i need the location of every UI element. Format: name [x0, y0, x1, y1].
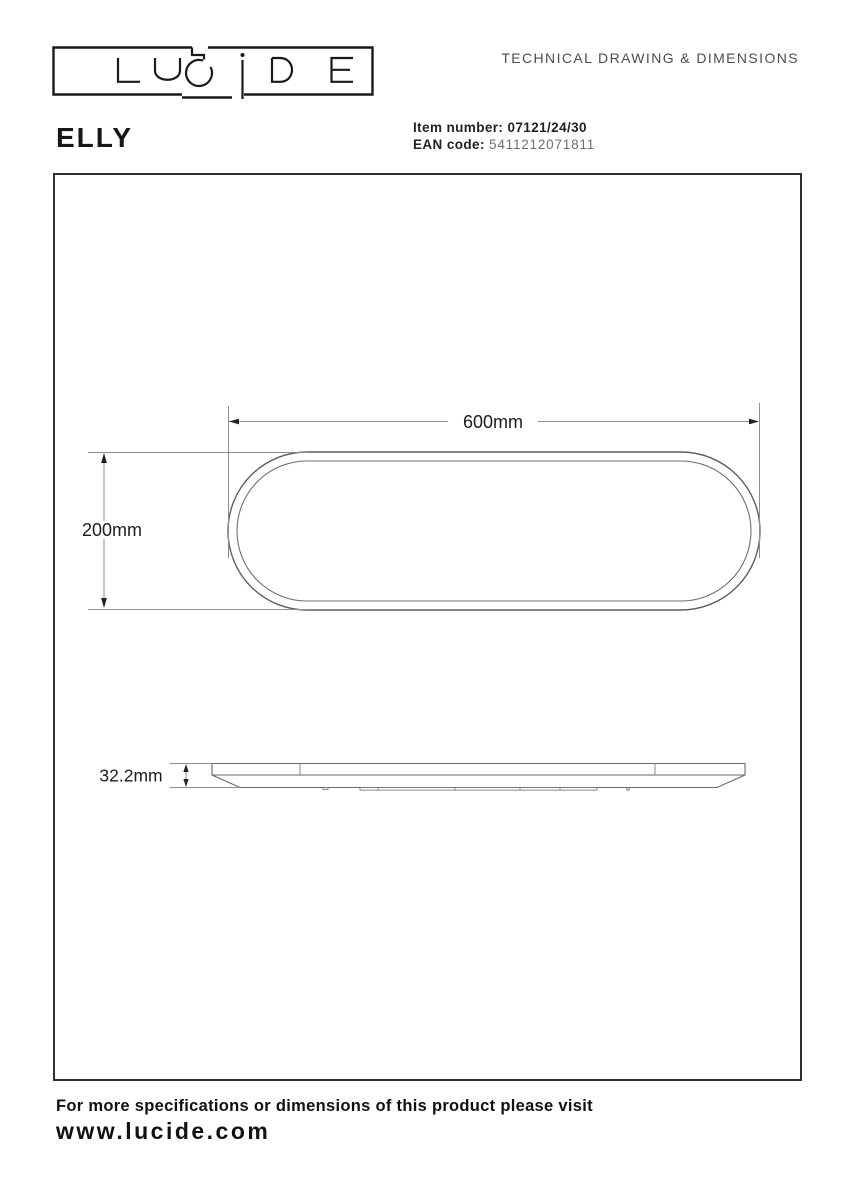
lucide-logo [52, 46, 374, 104]
top-view [82, 403, 760, 610]
footer-website-link[interactable]: www.lucide.com [56, 1118, 271, 1144]
logo-i-dot [241, 53, 245, 57]
ean-value: 5411212071811 [489, 137, 596, 152]
side-view-mounting-details [323, 788, 629, 791]
doc-type-title: TECHNICAL DRAWING & DIMENSIONS [501, 50, 799, 66]
side-view-seams [300, 764, 655, 776]
width-arrow-right [749, 419, 759, 425]
item-number-label: Item number: [413, 120, 504, 135]
technical-drawing [55, 175, 800, 1079]
top-view-inner-outline [237, 461, 751, 601]
item-number-row [413, 119, 595, 136]
height-arrow-top [101, 453, 107, 463]
width-dimension-label: 600mm [462, 412, 524, 432]
top-view-outer-outline [228, 452, 760, 610]
footer-note: For more specifications or dimensions of this product please visit [56, 1097, 593, 1115]
product-name: ELLY [56, 122, 133, 153]
ean-label: EAN code: [413, 137, 485, 152]
side-view [99, 764, 745, 791]
product-codes [413, 119, 595, 153]
item-number-value: 07121/24/30 [507, 120, 587, 135]
height-arrow-bottom [101, 598, 107, 608]
width-arrow-left [229, 419, 239, 425]
thickness-dimension-label: 32.2mm [99, 765, 163, 786]
ean-row [413, 136, 595, 153]
logo-letters [118, 48, 353, 100]
thickness-arrow-bottom [183, 779, 188, 787]
drawing-frame [53, 173, 802, 1081]
thickness-arrow-top [183, 764, 188, 772]
height-dimension-label: 200mm [81, 520, 143, 540]
